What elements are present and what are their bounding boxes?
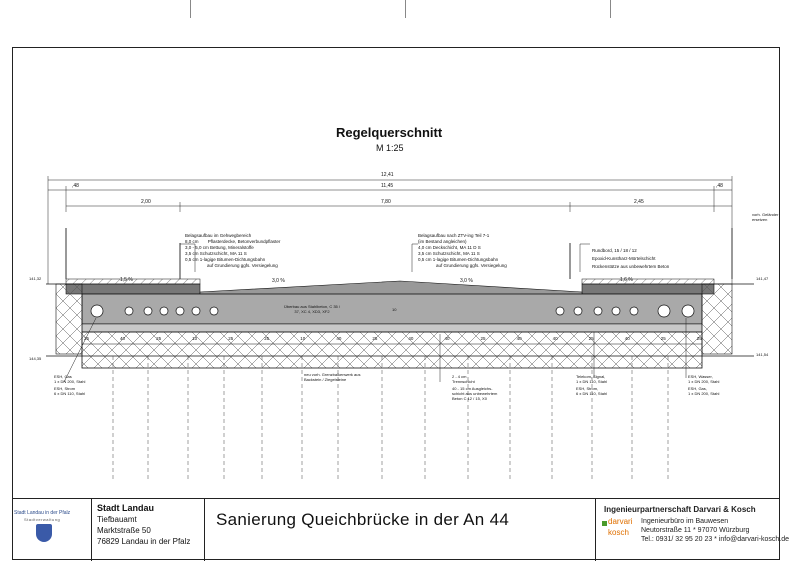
bottom-dimensions	[84, 336, 702, 344]
dim-seg1: 2,00	[141, 199, 151, 205]
bottom-dim-label: 25	[156, 336, 162, 341]
bottom-dim-label: 40	[516, 336, 522, 341]
bottom-dim-label: 10	[192, 336, 198, 341]
callout-leveling: 40 - 15 cm Ausgleichs- schicht aus unbewehrtem Beton C 12 / 15, X0	[452, 386, 498, 401]
bottom-dim-label: 25	[696, 336, 702, 341]
engineer-title: Ingenieurpartnerschaft Darvari & Kosch	[604, 505, 756, 514]
engineer-logo: darvari kosch	[608, 517, 640, 543]
slab-center-mark: 10	[392, 307, 397, 312]
build-up-row: Rundbord, 15 / 18 / 12	[592, 248, 637, 253]
city-crest-icon	[36, 524, 52, 542]
build-up-row: 3,0 - 5,0 cm Bettung, Mineralstoffe	[185, 245, 254, 250]
build-up-head: Belagsaufbau im Gehwegbereich	[185, 233, 252, 238]
build-up-row: 4,0 cm Deckschicht, MA 11 D S	[418, 245, 481, 250]
build-up-row: 0,5 cm 1-lagige Bitumen-Dichtungsbahn	[418, 257, 499, 262]
callout-wasser: ESH, Wasser, 1 x DN 200, Stahl	[688, 374, 720, 384]
city-logo	[14, 510, 76, 546]
bottom-dim-label: 25	[84, 336, 90, 341]
slope-left-walk: 1,5 %	[120, 277, 133, 283]
client-city: 76829 Landau in der Pfalz	[97, 537, 191, 546]
callout-strom-left: ESH, Strom 6 x DN 110, Stahl	[54, 386, 86, 396]
client-street: Marktstraße 50	[97, 526, 151, 535]
left-build-up-note	[185, 233, 280, 269]
title-block-project-cell	[205, 499, 596, 561]
bridge-body	[46, 279, 754, 368]
dim-right-edge: ,48	[716, 183, 723, 189]
center-build-up-note	[418, 233, 507, 269]
bottom-dim-label: 25	[480, 336, 486, 341]
build-up-head2: (im Bestand angleichen)	[418, 239, 467, 244]
dim-seg2: 7,80	[381, 199, 391, 205]
bottom-dim-label: 40	[408, 336, 414, 341]
engineer-logo-mark-icon	[602, 521, 607, 526]
build-up-row: auf Grundierung ggfs. Versiegelung	[207, 263, 278, 268]
client-name: Stadt Landau	[97, 503, 155, 513]
client-block	[97, 503, 190, 547]
dim-seg3: 2,45	[634, 199, 644, 205]
slab-note: Überbau aus Stahlbeton, C 35 / 37, XC 4, XD3, XF2	[283, 304, 341, 314]
callout-separation: 2 - 4 cm Trennschicht	[452, 374, 475, 384]
project-title: Sanierung Queichbrücke in der An 44	[216, 510, 510, 529]
dim-middle: 11,45	[381, 183, 394, 189]
build-up-head: Belagsaufbau nach ZTV-ing Teil 7-1	[418, 233, 490, 238]
callout-gas-left: ESH, Gas 1 x DN 200, Stahl	[54, 374, 86, 384]
level-left-top: 141,32	[29, 276, 42, 281]
build-up-row: 3,5 cm Schutzschicht, MA 11 S	[418, 251, 480, 256]
build-up-row: 8,0 cm Pflasterdecke, Betonverbundpflaster	[185, 239, 281, 244]
drawing-title: Regelquerschnitt	[336, 125, 443, 140]
city-logo-name: Stadt Landau in der Pfalz	[14, 510, 71, 516]
level-right-bottom: 141,54	[756, 352, 769, 357]
city-logo-sub: Stadtverwaltung	[24, 517, 61, 522]
engineer-contact: Ingenieurbüro im Bauwesen Neutorstraße 11 * 97070 Würzburg Tel.: 0931/ 32 95 20 23 * info@darvari-kosch.de	[641, 518, 789, 543]
bottom-dim-label: 25	[264, 336, 270, 341]
client-dept: Tiefbauamt	[97, 515, 137, 524]
right-build-up-note	[592, 247, 669, 271]
bottom-dim-label: 40	[624, 336, 630, 341]
dim-left-edge: ,48	[72, 183, 79, 189]
drawing-scale: M 1:25	[376, 143, 404, 153]
callout-abutment: neu vorh. Grenzbalkenwerk aus Backstein / Ziegelsteine	[304, 372, 361, 382]
build-up-row: auf Grundierung ggfs. Versiegelung	[436, 263, 507, 268]
bottom-dim-label: 25	[228, 336, 234, 341]
slope-right-road: 3,0 %	[460, 278, 473, 284]
bottom-dim-label: 40	[336, 336, 342, 341]
bottom-dim-label: 25	[660, 336, 666, 341]
bottom-dim-label: 25	[372, 336, 378, 341]
bottom-dim-label: 40	[120, 336, 126, 341]
callout-gas-right: ESH, Gas, 1 x DN 200, Stahl	[688, 386, 720, 396]
callout-telekom: Telekom, Signal, 1 x DN 110, Stahl	[576, 374, 608, 384]
dim-total: 12,41	[381, 172, 394, 178]
callout-strom-right: ESH, Strom, 6 x DN 110, Stahl	[576, 386, 608, 396]
railing-note: vorh. Geländer ersetzen	[752, 212, 779, 222]
slope-right-walk: 1,6 %	[620, 277, 633, 283]
bottom-dim-label: 40	[444, 336, 450, 341]
slope-left-road: 3,0 %	[272, 278, 285, 284]
build-up-row: Rückenstütze aus unbewehrtem Beton	[592, 264, 670, 269]
build-up-row: Epoxid-Kunstharz-Mörtelschicht	[592, 256, 656, 261]
build-up-row: 3,5 cm Schutzschicht, MA 11 S	[185, 251, 247, 256]
bottom-dim-label: 10	[300, 336, 306, 341]
level-right-top: 141,47	[756, 276, 769, 281]
bottom-dim-label: 40	[552, 336, 558, 341]
bottom-dim-label: 25	[588, 336, 594, 341]
build-up-row: 0,5 cm 1-lagige Bitumen-Dichtungsbahn	[185, 257, 266, 262]
level-left-bottom: 144,35	[29, 356, 42, 361]
